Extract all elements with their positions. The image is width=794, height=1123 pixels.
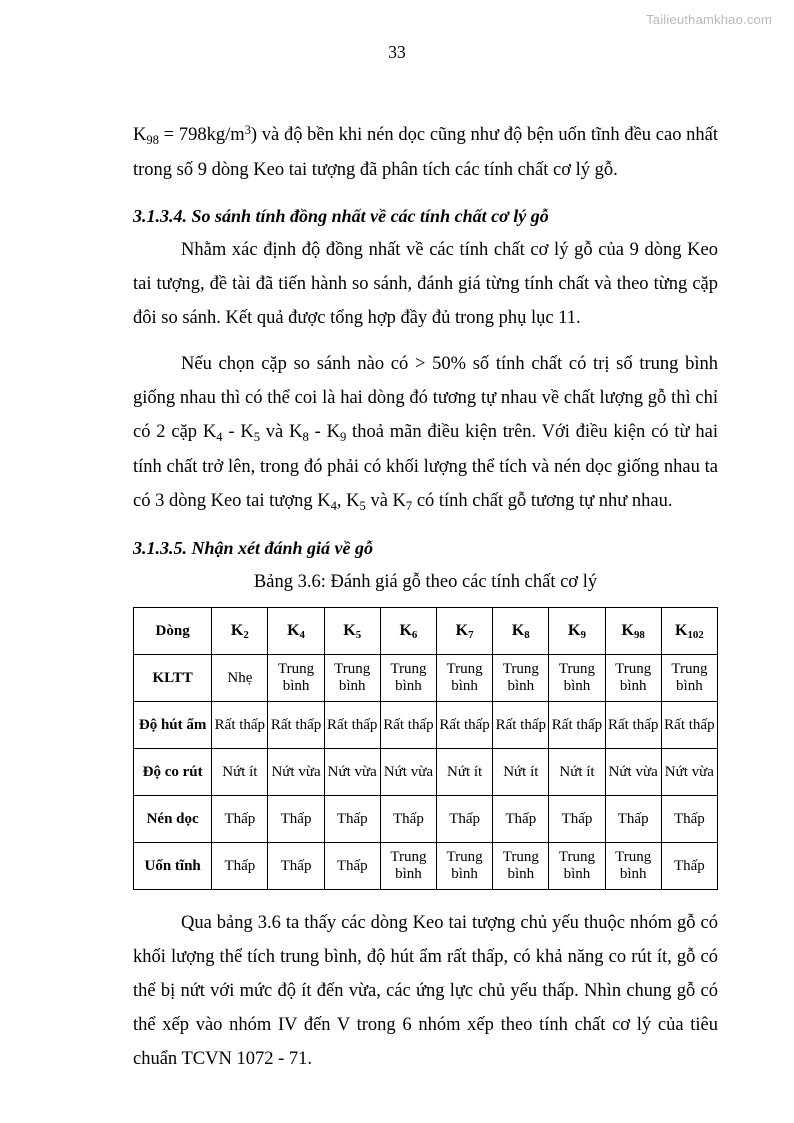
table-cell: Nứt vừa [661, 749, 717, 796]
spacer [133, 187, 718, 199]
comparison-text-4: - K [308, 422, 340, 442]
header-label-text: K [343, 621, 356, 639]
table-cell: Trung bình [493, 843, 549, 890]
table-cell: Trung bình [549, 843, 605, 890]
table-cell: Rất thấp [493, 702, 549, 749]
table-cell: Nhẹ [212, 655, 268, 702]
table-cell: Thấp [212, 796, 268, 843]
table-header-k4 [268, 608, 324, 655]
table-header-k7 [437, 608, 493, 655]
table-cell: Nứt ít [212, 749, 268, 796]
table-cell: Nứt vừa [268, 749, 324, 796]
table-cell: Thấp [549, 796, 605, 843]
table-cell: Thấp [661, 796, 717, 843]
header-label-text: Dòng [155, 622, 190, 639]
table-cell: Thấp [605, 796, 661, 843]
comparison-sub-4: 9 [339, 429, 347, 444]
table-cell: Trung bình [493, 655, 549, 702]
header-label-text: K [511, 621, 525, 639]
row-label-kltt: KLTT [134, 655, 212, 702]
header-label-sub: 8 [524, 628, 530, 641]
page-number: 33 [388, 42, 406, 62]
comparison-sub-5: 4 [330, 498, 337, 513]
intro-k-label: K [133, 125, 147, 145]
comparison-sub-7: 7 [405, 498, 413, 513]
header-label-text: K [399, 621, 412, 639]
table-cell: Thấp [268, 796, 324, 843]
table-header-k98 [605, 608, 661, 655]
intro-k-subscript: 98 [146, 132, 159, 147]
row-label-nen-doc: Nén dọc [134, 796, 212, 843]
row-label-do-co-rut: Độ co rút [134, 749, 212, 796]
table-cell: Trung bình [268, 655, 324, 702]
table-cell: Thấp [212, 843, 268, 890]
table-header-k5 [324, 608, 380, 655]
table-row [134, 655, 718, 702]
header-label-sub: 7 [468, 628, 474, 641]
table-cell: Trung bình [380, 655, 436, 702]
header-label-text: K [455, 621, 469, 639]
table-header-k6 [380, 608, 436, 655]
table-cell: Thấp [324, 796, 380, 843]
intro-k-superscript: 3 [244, 123, 251, 138]
table-cell: Thấp [324, 843, 380, 890]
table-header-k2 [212, 608, 268, 655]
table-cell: Rất thấp [380, 702, 436, 749]
heading-section-3-1-3-5: 3.1.3.5. Nhận xét đánh giá về gỗ [133, 538, 374, 558]
table-cell: Rất thấp [437, 702, 493, 749]
row-label-do-hut-am: Độ hút ẩm [134, 702, 212, 749]
comparison-sub-2: 5 [253, 429, 260, 444]
table-cell: Nứt ít [493, 749, 549, 796]
table-cell: Nứt vừa [324, 749, 380, 796]
table-cell: Trung bình [605, 655, 661, 702]
table-header-dong [134, 608, 212, 655]
table-header-row [134, 608, 718, 655]
table-cell: Thấp [661, 843, 717, 890]
table-cell: Rất thấp [212, 702, 268, 749]
table-cell: Nứt vừa [605, 749, 661, 796]
table-cell: Nứt ít [549, 749, 605, 796]
table-header-k102 [661, 608, 717, 655]
table-caption: Bảng 3.6: Đánh giá gỗ theo các tính chất cơ lý [253, 572, 598, 592]
table-cell: Rất thấp [324, 702, 380, 749]
table-cell: Trung bình [549, 655, 605, 702]
comparison-text-5: thoả mãn điều kiện trên. Với điều kiện có từ hai tính chất trở lên, trong đó phải có khối lượng thể tích và nén dọc giống nhau ta có 3 dòng Keo tai tượng K [133, 422, 718, 511]
paragraph-comparison [133, 347, 718, 519]
header-label-sub: 102 [687, 628, 704, 641]
comparison-text-2: - K [222, 422, 254, 442]
table-cell: Trung bình [605, 843, 661, 890]
intro-k-value: = 798kg/m [158, 125, 245, 145]
comparison-text-6: , K [336, 491, 360, 511]
spacer [133, 335, 718, 347]
assessment-table [133, 607, 718, 890]
paragraph-section-3-1-3-4-body: Nhằm xác định độ đồng nhất về các tính chất cơ lý gỗ của 9 dòng Keo tai tượng, đề tài đã tiến hành so sánh, đánh giá từng tính chất và theo từng cặp đôi so sánh. Kết quả được tổng hợp đầy đủ trong phụ lục 11. [133, 240, 718, 328]
header-label-sub: 5 [355, 628, 362, 641]
table-cell: Nứt ít [437, 749, 493, 796]
table-cell: Trung bình [437, 843, 493, 890]
intro-rest-text: ) và độ bền khi nén dọc cũng như độ bện uốn tĩnh đều cao nhất trong số 9 dòng Keo tai tượng đã phân tích các tính chất cơ lý gỗ. [133, 125, 719, 180]
table-cell: Rất thấp [549, 702, 605, 749]
table-cell: Thấp [493, 796, 549, 843]
table-cell: Nứt vừa [380, 749, 436, 796]
table-cell: Thấp [380, 796, 436, 843]
watermark-text: Tailieuthamkhao.com [646, 12, 772, 27]
comparison-text-7: và K [365, 491, 406, 511]
header-label-text: K [621, 621, 634, 639]
header-label-sub: 9 [580, 628, 586, 641]
header-label-sub: 98 [633, 628, 645, 641]
comparison-sub-6: 5 [359, 498, 366, 513]
table-header-k8 [493, 608, 549, 655]
header-label-sub: 6 [411, 628, 418, 641]
header-label-text: K [568, 621, 581, 639]
table-row [134, 843, 718, 890]
table-cell: Trung bình [661, 655, 717, 702]
table-cell: Trung bình [324, 655, 380, 702]
table-row [134, 702, 718, 749]
comparison-sub-3: 8 [302, 429, 309, 444]
spacer [133, 519, 718, 531]
table-cell: Trung bình [380, 843, 436, 890]
comparison-text-8: có tính chất gỗ tương tự như nhau. [412, 491, 673, 511]
heading-section-3-1-3-4: 3.1.3.4. So sánh tính đồng nhất về các tính chất cơ lý gỗ [133, 206, 549, 226]
table-header-k9 [549, 608, 605, 655]
comparison-text-1: Nếu chọn cặp so sánh nào có > 50% số tính chất có trị số trung bình giống nhau thì có thể coi là hai dòng đó tương tự nhau về chất lượng gỗ thì chỉ có 2 cặp K [133, 354, 718, 442]
table-row [134, 749, 718, 796]
header-label-sub: 4 [299, 628, 305, 641]
header-label-text: K [287, 621, 300, 639]
table-cell: Trung bình [437, 655, 493, 702]
spacer [133, 890, 718, 906]
paragraph-intro-continued [133, 118, 718, 187]
header-label-text: K [230, 621, 244, 639]
table-cell: Rất thấp [268, 702, 324, 749]
page-content [133, 118, 718, 1076]
table-cell: Thấp [268, 843, 324, 890]
comparison-text-3: và K [259, 422, 303, 442]
header-label-sub: 2 [243, 628, 249, 641]
table-cell: Rất thấp [661, 702, 717, 749]
paragraph-conclusion: Qua bảng 3.6 ta thấy các dòng Keo tai tượng chủ yếu thuộc nhóm gỗ có khối lượng thể tích trung bình, độ hút ẩm rất thấp, có khả năng co rút ít, gỗ có thể bị nứt với mức độ ít đến vừa, các ứng lực chủ yếu thấp. Nhìn chung gỗ có thể xếp vào nhóm IV đến V trong 6 nhóm xếp theo tính chất cơ lý của tiêu chuẩn TCVN 1072 - 71. [133, 913, 718, 1069]
row-label-uon-tinh: Uốn tĩnh [134, 843, 212, 890]
header-label-text: K [675, 621, 688, 639]
table-cell: Thấp [437, 796, 493, 843]
table-row [134, 796, 718, 843]
table-cell: Rất thấp [605, 702, 661, 749]
comparison-sub-1: 4 [216, 429, 223, 444]
